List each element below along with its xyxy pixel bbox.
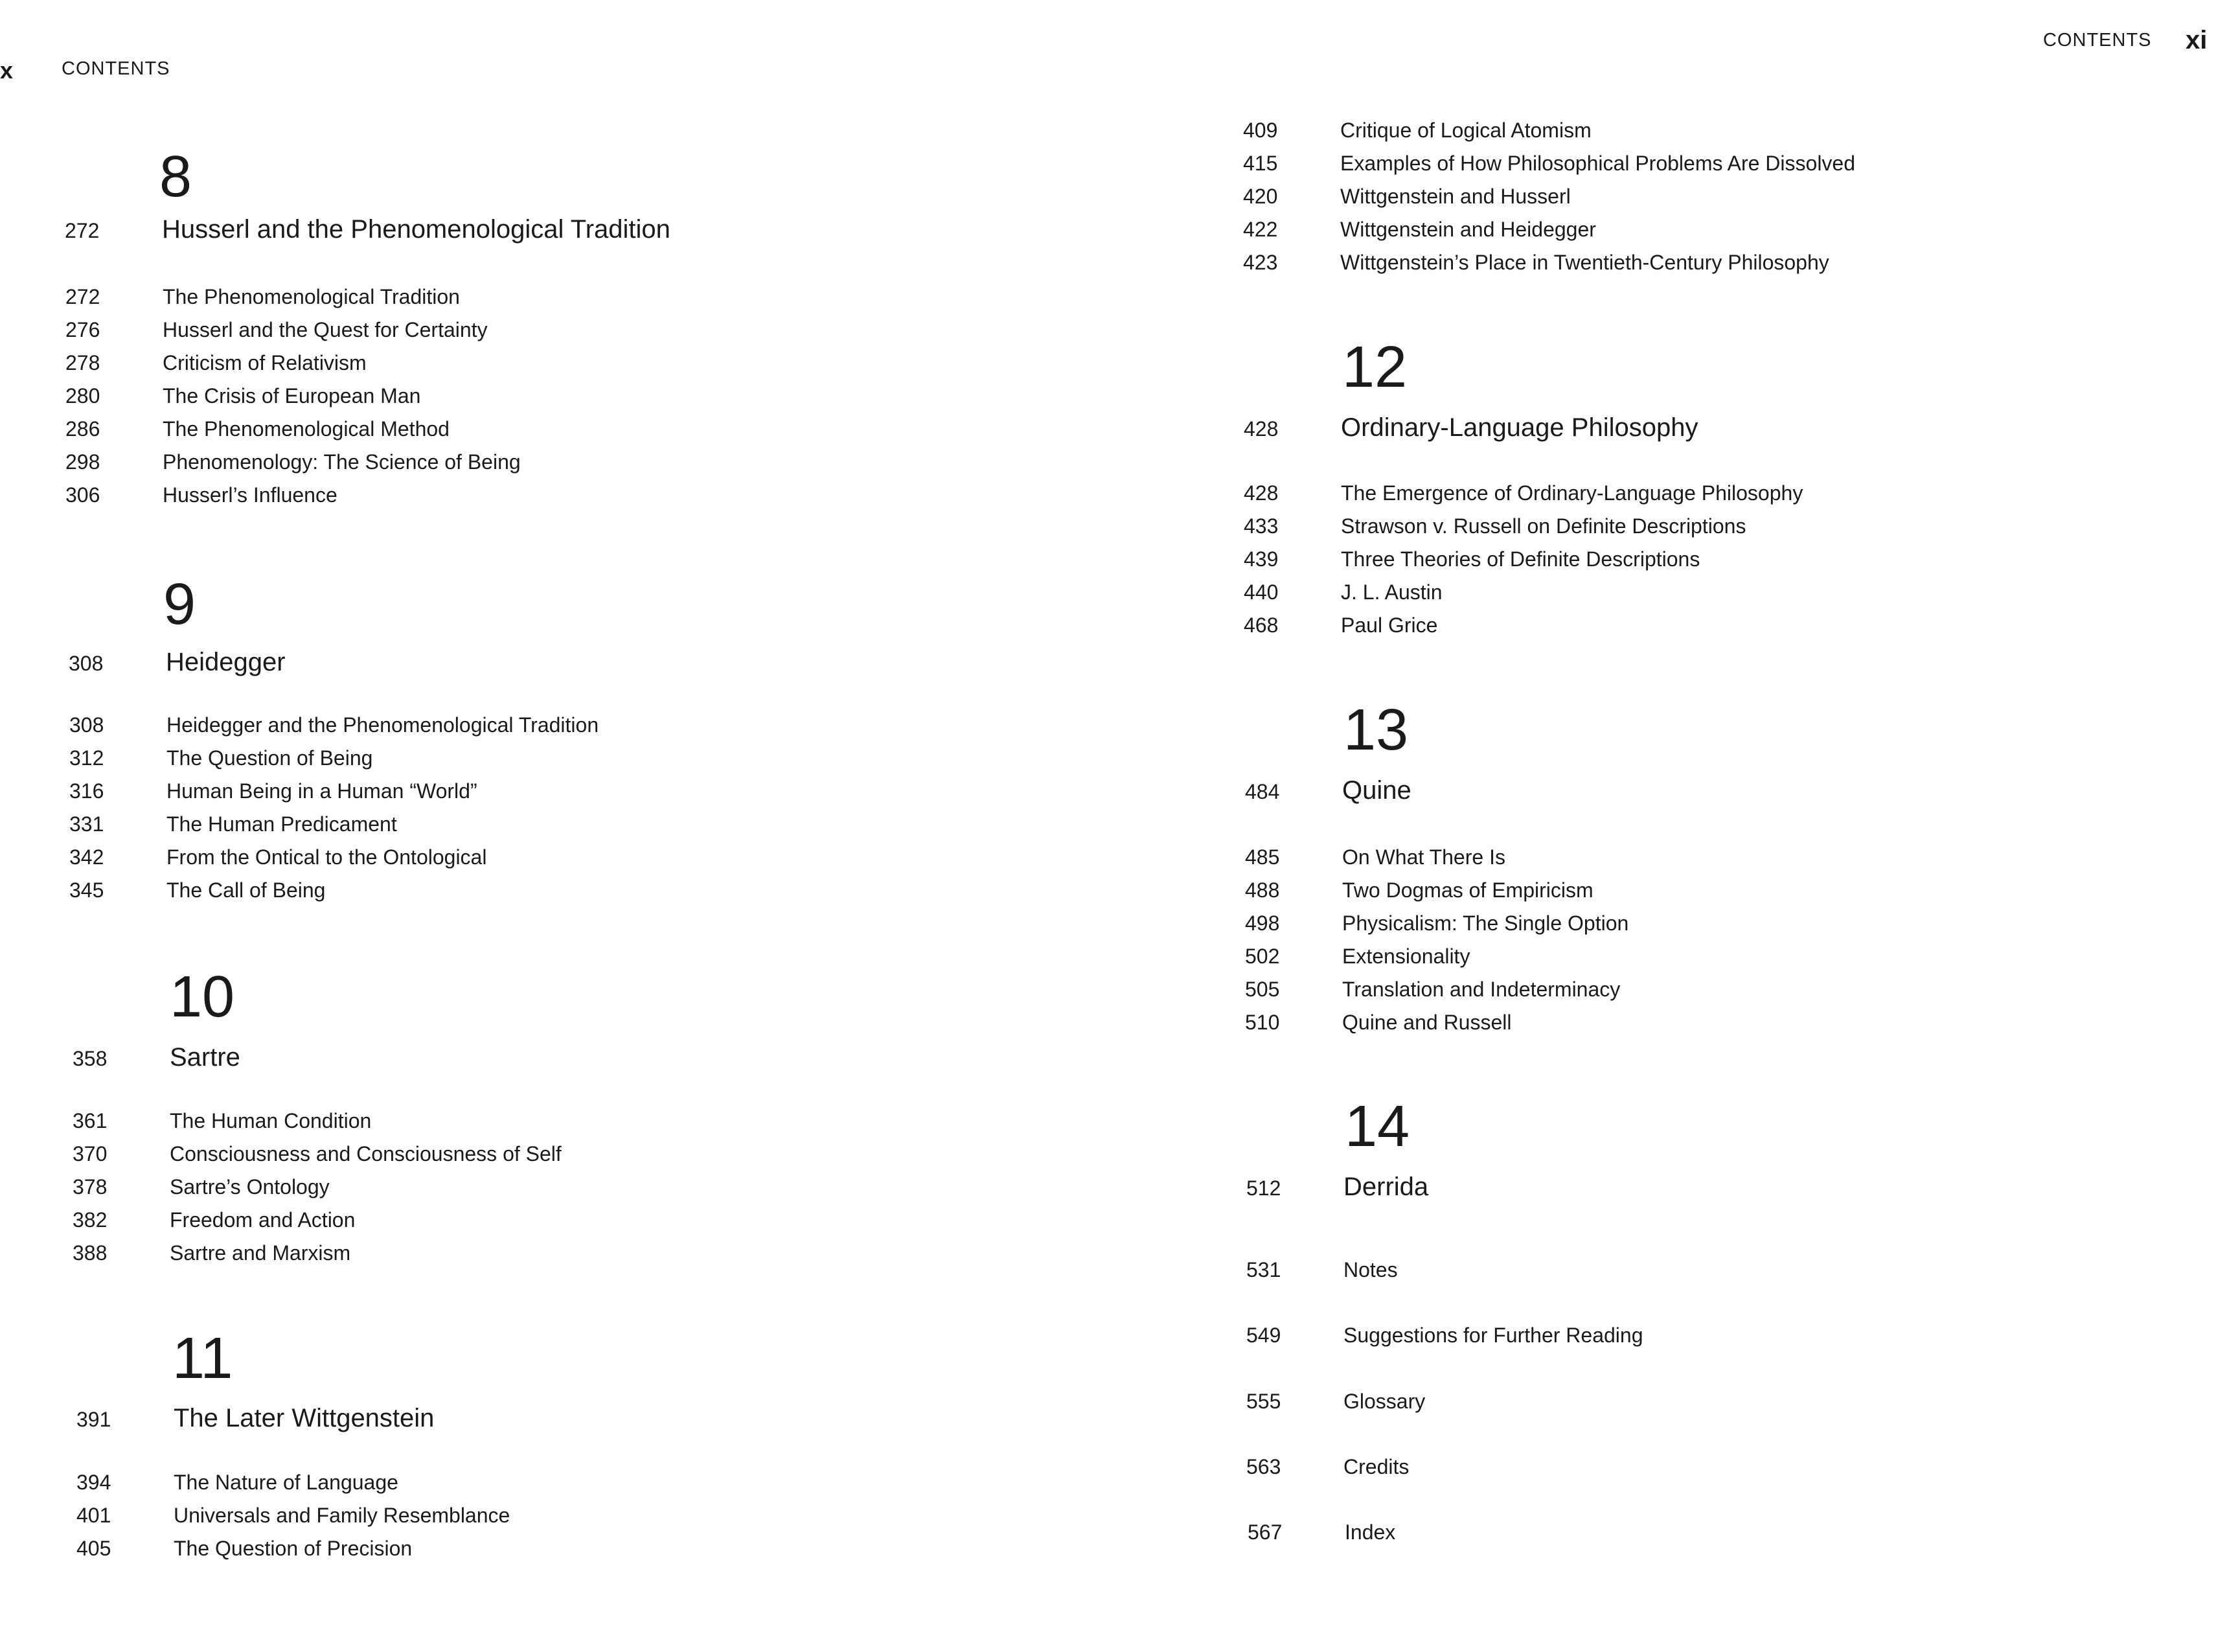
entry-title: Husserl’s Influence [163, 483, 337, 507]
chapter-number: 8 [159, 144, 192, 209]
chapter-page: 391 [76, 1408, 111, 1431]
entry-page: 428 [1244, 481, 1279, 505]
chapter-number: 10 [170, 965, 235, 1029]
chapter-title: Heidegger [166, 648, 286, 676]
chapter-number: 12 [1342, 335, 1408, 400]
toc-entry[interactable] [65, 483, 521, 516]
entry-page: 440 [1244, 580, 1279, 604]
backmatter-glossary[interactable] [1246, 1390, 1425, 1414]
toc-entry[interactable] [65, 318, 521, 351]
entry-page: 316 [69, 779, 104, 803]
chapter-heading [65, 215, 670, 244]
section-list [1244, 481, 1803, 647]
chapter-heading [1246, 1173, 1428, 1202]
entry-page: 312 [69, 746, 104, 770]
toc-entry[interactable] [69, 878, 599, 912]
entry-page: 420 [1243, 185, 1278, 208]
section-list [69, 713, 599, 912]
entry-title: The Question of Being [166, 746, 373, 770]
toc-entry[interactable] [1244, 580, 1803, 614]
toc-entry[interactable] [1245, 1011, 1628, 1044]
entry-page: 298 [65, 450, 100, 474]
toc-entry[interactable] [1244, 547, 1803, 580]
entry-title: Notes [1343, 1258, 1398, 1281]
entry-title: Two Dogmas of Empiricism [1342, 878, 1593, 902]
entry-page: 498 [1245, 912, 1280, 935]
entry-page: 394 [76, 1471, 111, 1494]
entry-page: 531 [1246, 1258, 1281, 1281]
toc-entry[interactable] [73, 1208, 562, 1241]
entry-page: 342 [69, 845, 104, 869]
running-head: CONTENTS [62, 58, 170, 79]
entry-title: Credits [1343, 1455, 1410, 1478]
entry-title: From the Ontical to the Ontological [166, 845, 487, 869]
entry-title: Extensionality [1342, 945, 1470, 968]
entry-title: The Phenomenological Method [163, 417, 450, 441]
toc-entry[interactable] [69, 779, 599, 812]
backmatter-index[interactable] [1248, 1520, 1395, 1544]
entry-title: The Call of Being [166, 878, 326, 902]
toc-entry[interactable] [73, 1109, 562, 1142]
entry-page: 502 [1245, 945, 1280, 968]
entry-page: 361 [73, 1109, 108, 1132]
chapter-heading [76, 1404, 434, 1433]
page-folio: x [0, 57, 14, 84]
toc-entry[interactable] [1243, 251, 1855, 284]
entry-title: The Human Condition [170, 1109, 372, 1132]
chapter-title: The Later Wittgenstein [174, 1404, 435, 1432]
entry-page: 405 [76, 1537, 111, 1560]
entry-page: 388 [73, 1241, 108, 1265]
toc-entry[interactable] [1243, 185, 1855, 218]
entry-page: 370 [73, 1142, 108, 1165]
toc-entry[interactable] [76, 1537, 510, 1570]
entry-title: Suggestions for Further Reading [1343, 1324, 1643, 1347]
section-list [65, 285, 521, 516]
entry-page: 401 [76, 1504, 111, 1527]
toc-entry[interactable] [1245, 845, 1628, 878]
toc-entry[interactable] [65, 351, 521, 384]
entry-title: Husserl and the Quest for Certainty [163, 318, 488, 341]
toc-entry[interactable] [65, 450, 521, 483]
chapter-title: Sartre [170, 1043, 240, 1072]
entry-page: 510 [1245, 1011, 1280, 1034]
entry-page: 468 [1244, 614, 1279, 637]
entry-page: 422 [1243, 218, 1278, 241]
chapter-title: Derrida [1343, 1173, 1429, 1201]
entry-page: 278 [65, 351, 100, 374]
toc-entry[interactable] [69, 746, 599, 779]
toc-entry[interactable] [1245, 878, 1628, 912]
entry-page: 567 [1248, 1520, 1283, 1544]
toc-entry[interactable] [1243, 119, 1855, 152]
backmatter-notes[interactable] [1246, 1258, 1398, 1282]
entry-title: Quine and Russell [1342, 1011, 1512, 1034]
chapter-page: 512 [1246, 1176, 1281, 1200]
toc-entry[interactable] [69, 845, 599, 878]
entry-page: 272 [65, 285, 100, 308]
toc-entry[interactable] [1245, 912, 1628, 945]
entry-page: 306 [65, 483, 100, 507]
entry-title: On What There Is [1342, 845, 1505, 869]
section-list [76, 1471, 510, 1570]
running-head: CONTENTS [2043, 30, 2152, 51]
entry-title: Wittgenstein and Heidegger [1340, 218, 1596, 241]
entry-page: 505 [1245, 978, 1280, 1001]
entry-title: Criticism of Relativism [163, 351, 367, 374]
entry-title: Human Being in a Human “World” [166, 779, 477, 803]
entry-page: 563 [1246, 1455, 1281, 1478]
chapter-page: 272 [65, 219, 100, 242]
entry-title: The Human Predicament [166, 812, 397, 836]
entry-title: Translation and Indeterminacy [1342, 978, 1621, 1001]
chapter-title: Ordinary-Language Philosophy [1341, 413, 1698, 442]
entry-page: 433 [1244, 514, 1279, 538]
entry-page: 378 [73, 1175, 108, 1199]
entry-title: Glossary [1343, 1390, 1426, 1413]
entry-title: J. L. Austin [1341, 580, 1443, 604]
entry-page: 549 [1246, 1324, 1281, 1347]
entry-title: The Nature of Language [174, 1471, 398, 1494]
entry-title: Sartre and Marxism [170, 1241, 351, 1265]
entry-page: 409 [1243, 119, 1278, 142]
toc-entry[interactable] [73, 1175, 562, 1208]
section-list [1245, 845, 1628, 1044]
chapter-heading [1245, 776, 1411, 805]
chapter-title: Husserl and the Phenomenological Tradition [162, 215, 670, 244]
entry-page: 485 [1245, 845, 1280, 869]
chapter-number: 13 [1343, 698, 1409, 763]
entry-title: Physicalism: The Single Option [1342, 912, 1629, 935]
entry-page: 439 [1244, 547, 1279, 571]
chapter-number: 9 [163, 572, 196, 637]
toc-entry[interactable] [1245, 945, 1628, 978]
chapter-heading [73, 1043, 240, 1072]
chapter-number: 11 [172, 1326, 233, 1391]
entry-title: The Phenomenological Tradition [163, 285, 460, 308]
entry-page: 382 [73, 1208, 108, 1232]
toc-entry[interactable] [73, 1241, 562, 1274]
toc-entry[interactable] [76, 1504, 510, 1537]
entry-page: 276 [65, 318, 100, 341]
chapter-page: 308 [69, 652, 104, 675]
right-page [1108, 0, 2216, 1652]
entry-title: Wittgenstein’s Place in Twentieth-Century Philosophy [1340, 251, 1829, 274]
entry-title: Sartre’s Ontology [170, 1175, 330, 1199]
toc-entry[interactable] [65, 285, 521, 318]
toc-entry[interactable] [1243, 152, 1855, 185]
backmatter-credits[interactable] [1246, 1455, 1409, 1479]
section-list [1243, 119, 1855, 284]
toc-entry[interactable] [1243, 218, 1855, 251]
entry-title: Wittgenstein and Husserl [1340, 185, 1571, 208]
entry-title: Universals and Family Resemblance [174, 1504, 510, 1527]
entry-title: Paul Grice [1341, 614, 1438, 637]
chapter-heading [1244, 413, 1698, 442]
entry-title: Heidegger and the Phenomenological Tradition [166, 713, 599, 737]
chapter-page: 358 [73, 1047, 108, 1070]
entry-page: 331 [69, 812, 104, 836]
entry-page: 423 [1243, 251, 1278, 274]
entry-page: 488 [1245, 878, 1280, 902]
toc-entry[interactable] [1244, 481, 1803, 514]
chapter-heading [69, 648, 286, 677]
chapter-title: Quine [1342, 776, 1411, 805]
toc-entry[interactable] [69, 713, 599, 746]
entry-title: Three Theories of Definite Descriptions [1341, 547, 1700, 571]
chapter-page: 428 [1244, 417, 1279, 441]
entry-page: 415 [1243, 152, 1278, 175]
entry-page: 286 [65, 417, 100, 441]
toc-entry[interactable] [69, 812, 599, 845]
entry-title: The Question of Precision [174, 1537, 413, 1560]
entry-title: Consciousness and Consciousness of Self [170, 1142, 562, 1165]
entry-page: 308 [69, 713, 104, 737]
section-list [73, 1109, 562, 1274]
entry-page: 345 [69, 878, 104, 902]
entry-title: Strawson v. Russell on Definite Descriptions [1341, 514, 1746, 538]
entry-title: Examples of How Philosophical Problems Are Dissolved [1340, 152, 1856, 175]
backmatter-further-reading[interactable] [1246, 1324, 1643, 1348]
toc-entry[interactable] [65, 417, 521, 450]
chapter-page: 484 [1245, 780, 1280, 803]
entry-title: The Crisis of European Man [163, 384, 421, 407]
toc-entry[interactable] [1245, 978, 1628, 1011]
toc-entry[interactable] [1244, 614, 1803, 647]
entry-title: Phenomenology: The Science of Being [163, 450, 521, 474]
chapter-number: 14 [1345, 1094, 1410, 1159]
toc-entry[interactable] [65, 384, 521, 417]
toc-entry[interactable] [73, 1142, 562, 1175]
toc-entry[interactable] [76, 1471, 510, 1504]
entry-title: Index [1345, 1520, 1396, 1544]
entry-page: 555 [1246, 1390, 1281, 1413]
page-folio: xi [2186, 26, 2208, 54]
entry-title: Freedom and Action [170, 1208, 356, 1232]
entry-title: Critique of Logical Atomism [1340, 119, 1592, 142]
entry-title: The Emergence of Ordinary-Language Philosophy [1341, 481, 1803, 505]
toc-entry[interactable] [1244, 514, 1803, 547]
entry-page: 280 [65, 384, 100, 407]
